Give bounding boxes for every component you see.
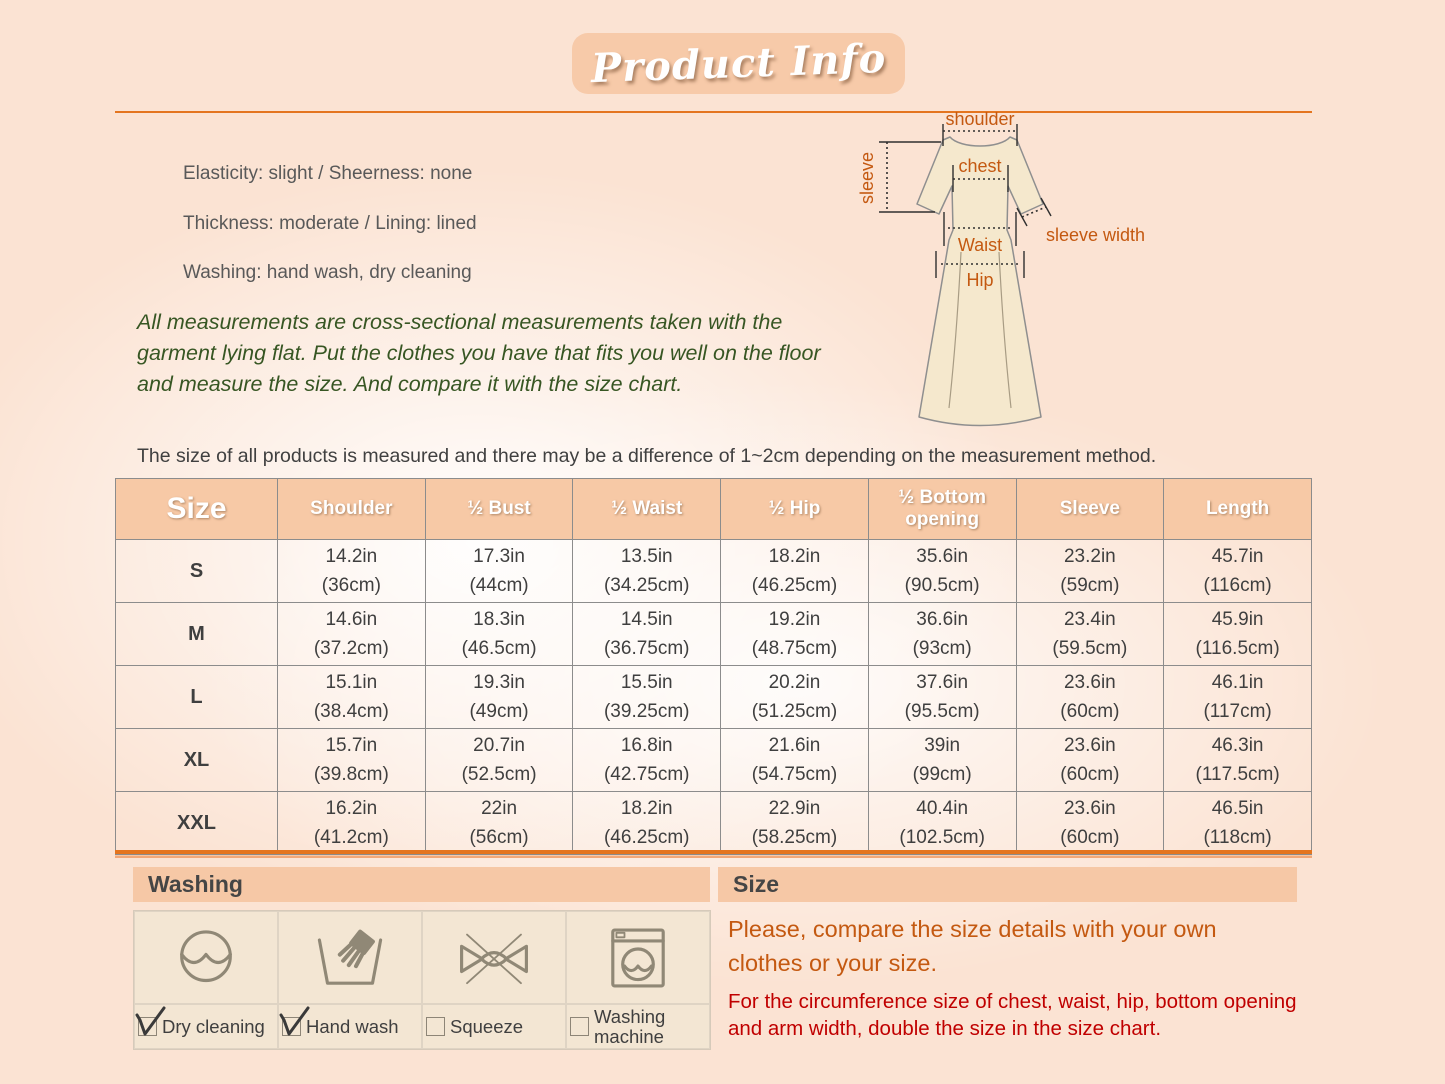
size-section-title: Size (733, 871, 780, 897)
dry-cleaning-checkbox[interactable] (138, 1017, 157, 1036)
page-title-banner (572, 33, 905, 94)
measurement-cell: 14.5in (36.75cm) (573, 603, 721, 666)
measurement-cell: 20.7in (52.5cm) (425, 729, 573, 792)
size-row-label: L (116, 666, 278, 729)
sleeve-label: sleeve (857, 151, 877, 205)
measurement-cell: 23.4in (59.5cm) (1016, 603, 1164, 666)
measurement-cell: 22in (56cm) (425, 792, 573, 855)
washing-machine-icon (566, 911, 710, 1004)
measurement-cell: 16.8in (42.75cm) (573, 729, 721, 792)
measurement-cell: 13.5in (34.25cm) (573, 540, 721, 603)
measurement-cell: 15.5in (39.25cm) (573, 666, 721, 729)
size-row-label: S (116, 540, 278, 603)
measurement-cell: 22.9in (58.25cm) (721, 792, 869, 855)
column-header-half-hip: ½ Hip (721, 479, 869, 540)
column-header-length: Length (1164, 479, 1312, 540)
column-header-size: Size (116, 479, 278, 540)
measurement-cell: 23.6in (60cm) (1016, 729, 1164, 792)
thickness-lining-text: Thickness: moderate / Lining: lined (183, 213, 477, 234)
no-wring-icon (422, 911, 566, 1004)
waist-label: Waist (957, 235, 1003, 255)
measurement-cell: 23.6in (60cm) (1016, 666, 1164, 729)
hand-wash-icon (278, 911, 422, 1004)
measurement-cell: 14.6in (37.2cm) (278, 603, 426, 666)
shoulder-label: shoulder (945, 112, 1015, 129)
measurement-cell: 19.2in (48.75cm) (721, 603, 869, 666)
measurement-cell: 46.3in (117.5cm) (1164, 729, 1312, 792)
washing-option-label: Dry cleaning (162, 1015, 265, 1037)
washing-machine-option (566, 1004, 710, 1049)
measurement-cell: 16.2in (41.2cm) (278, 792, 426, 855)
measurement-cell: 21.6in (54.75cm) (721, 729, 869, 792)
measurement-cell: 46.5in (118cm) (1164, 792, 1312, 855)
measurement-cell: 15.1in (38.4cm) (278, 666, 426, 729)
measurement-cell: 46.1in (117cm) (1164, 666, 1312, 729)
measurement-cell: 40.4in (102.5cm) (868, 792, 1016, 855)
hip-label: Hip (966, 270, 994, 290)
washing-machine-checkbox[interactable] (570, 1017, 589, 1036)
measurement-cell: 23.6in (60cm) (1016, 792, 1164, 855)
elasticity-sheerness-text: Elasticity: slight / Sheerness: none (183, 163, 473, 184)
measurement-cell: 45.7in (116cm) (1164, 540, 1312, 603)
size-row-label: XL (116, 729, 278, 792)
chest-label: chest (958, 156, 1002, 176)
size-chart-header-row (116, 479, 1312, 540)
size-chart-table (115, 478, 1312, 855)
measurement-instructions-note: All measurements are cross-sectional measurements taken with the garment lying flat. Put the clothes you have that fits you well on the floor and measure the size. And compare it with the size chart. (137, 310, 821, 396)
measurement-cell: 37.6in (95.5cm) (868, 666, 1016, 729)
hand-wash-checkbox[interactable] (282, 1017, 301, 1036)
dry-cleaning-option (134, 1004, 278, 1049)
measurement-cell: 20.2in (51.25cm) (721, 666, 869, 729)
sleeve-width-label: sleeve width (1046, 225, 1146, 245)
washing-care-text: Washing: hand wash, dry cleaning (183, 262, 472, 283)
size-section-header (718, 867, 1297, 902)
measurement-cell: 18.2in (46.25cm) (721, 540, 869, 603)
column-header-shoulder: Shoulder (278, 479, 426, 540)
column-header-half-bust: ½ Bust (425, 479, 573, 540)
hand-wash-option (278, 1004, 422, 1049)
measurement-cell: 35.6in (90.5cm) (868, 540, 1016, 603)
size-row-l (116, 666, 1312, 729)
page-title: Product Info (590, 34, 887, 93)
checkmark-icon (279, 1004, 311, 1038)
measurement-cell: 19.3in (49cm) (425, 666, 573, 729)
washing-option-label: Washing machine (594, 1005, 666, 1047)
measurement-cell: 23.2in (59cm) (1016, 540, 1164, 603)
dry-cleaning-icon (134, 911, 278, 1004)
washing-symbols-grid (133, 910, 711, 1050)
washing-section-header (133, 867, 710, 902)
washing-section-title: Washing (148, 871, 243, 897)
size-compare-note: Please, compare the size details with your own clothes or your size. (728, 916, 1217, 976)
measurement-cell: 18.3in (46.5cm) (425, 603, 573, 666)
measurement-cell: 39in (99cm) (868, 729, 1016, 792)
tolerance-note: The size of all products is measured and there may be a difference of 1~2cm depending on the measurement method. (137, 445, 1157, 467)
column-header-half-bottom-opening: ½ Bottom opening (868, 479, 1016, 540)
measurement-cell: 15.7in (39.8cm) (278, 729, 426, 792)
washing-option-label: Squeeze (450, 1015, 524, 1037)
size-row-label: M (116, 603, 278, 666)
bottom-divider-line (115, 850, 1312, 858)
squeeze-option (422, 1004, 566, 1049)
washing-option-label: Hand wash (306, 1015, 399, 1037)
column-header-sleeve: Sleeve (1016, 479, 1164, 540)
size-row-s (116, 540, 1312, 603)
circumference-note: For the circumference size of chest, waist, hip, bottom opening and arm width, double the size in the size chart. (728, 990, 1297, 1040)
size-row-label: XXL (116, 792, 278, 855)
column-header-half-waist: ½ Waist (573, 479, 721, 540)
measurement-cell: 17.3in (44cm) (425, 540, 573, 603)
dress-measurement-diagram (845, 112, 1165, 444)
size-row-xl (116, 729, 1312, 792)
measurement-cell: 36.6in (93cm) (868, 603, 1016, 666)
measurement-cell: 45.9in (116.5cm) (1164, 603, 1312, 666)
size-row-m (116, 603, 1312, 666)
squeeze-checkbox[interactable] (426, 1017, 445, 1036)
measurement-cell: 14.2in (36cm) (278, 540, 426, 603)
measurement-cell: 18.2in (46.25cm) (573, 792, 721, 855)
size-row-xxl (116, 792, 1312, 855)
checkmark-icon (135, 1004, 167, 1038)
